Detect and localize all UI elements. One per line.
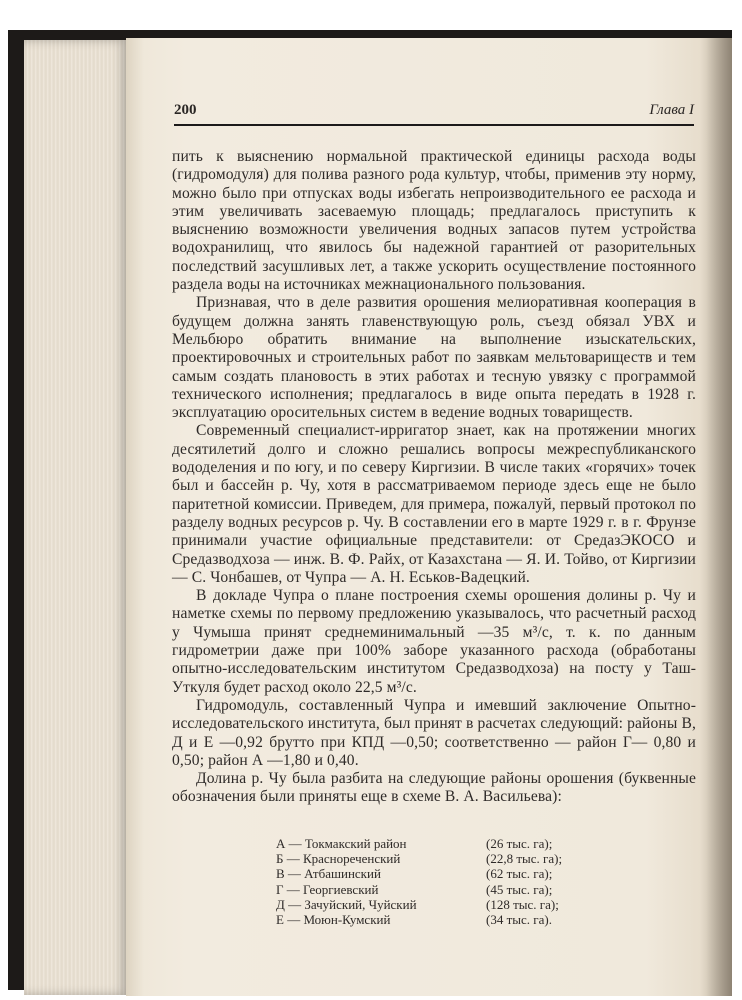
region-area: (22,8 тыс. га); [486, 851, 563, 867]
paragraph: Признавая, что в деле развития орошения мелиоративная кооперация в будущем должна занять главенствующую роль, съезд обязал УВХ и Мельбюро обратить внимание на выполнение изыскательских, проектировочных и строительных работ по заявкам мельтовариществ и тем самым создать плановость в этих работах и тесную увязку с программой технического исполнения; предлагалось в виде опыта передать в 1928 г. эксплуатацию оросительных систем в ведение водных товариществ. [172, 294, 696, 422]
list-item [276, 912, 596, 927]
region-name: В — Атбашинский [276, 866, 381, 882]
running-title: Глава I [649, 102, 694, 118]
region-name: Д — Зачуйский, Чуйский [276, 896, 417, 912]
region-area: (45 тыс. га); [486, 881, 553, 897]
list-item [276, 851, 596, 866]
list-item [276, 866, 596, 881]
list-item [276, 897, 596, 912]
region-name: Б — Краснореченский [276, 851, 401, 867]
region-name: Г — Георгиевский [276, 881, 379, 897]
running-head [174, 100, 694, 126]
region-area: (62 тыс. га); [486, 866, 553, 882]
body-text [172, 148, 696, 807]
paragraph: пить к выяснению нормальной практической единицы расхода воды (гидромодуля) для полива разного рода культур, чтобы, применив эту норму, можно было при отпусках воды избегать непроизводительного ее расхода и этим увеличивать засеваемую площадь; предлагалось приступить к выяснению возможности увеличения водных запасов путем устройства водохранилищ, что явилось бы надежной гарантией от разорительных последствий засушливых лет, а также ускорить осуществление постоянного раздела воды на источниках межнационального пользования. [172, 148, 696, 294]
paragraph: В докладе Чупра о плане построения схемы орошения долины р. Чу и наметке схемы по первому предложению указывалось, что расчетный расход у Чумыша принят среднеминимальный —35 м³/с, т. к. по данным гидрометрии даже при 100% заборе указанного расхода (обработаны опытно-исследовательским институтом Средазводхоза) на посту у Таш-Уткуля будет расход около 22,5 м³/с. [172, 587, 696, 696]
region-area: (34 тыс. га). [486, 912, 552, 928]
paragraph: Гидромодуль, составленный Чупра и имевший заключение Опытно-исследовательского института, был принят в расчетах следующий: районы В, Д и Е —0,92 брутто при КПД —0,50; соответственно — район Г— 0,80 и 0,50; район А —1,80 и 0,40. [172, 696, 696, 769]
region-area: (128 тыс. га); [486, 896, 559, 912]
region-name: Е — Моюн-Кумский [276, 912, 391, 928]
paragraph: Долина р. Чу была разбита на следующие районы орошения (буквенные обозначения были приняты еще в схеме В. А. Васильева): [172, 770, 696, 806]
region-area: (26 тыс. га); [486, 836, 553, 851]
region-list [276, 836, 596, 927]
list-item [276, 882, 596, 897]
page-edges [24, 40, 128, 995]
region-name: А — Токмакский район [276, 836, 407, 851]
paragraph: Современный специалист-ирригатор знает, как на протяжении многих десятилетий долго и сложно решались вопросы межреспубликанского вододеления и по югу, и по северу Киргизии. В числе таких «горячих» точек был и бассейн р. Чу, хотя в рассматриваемом периоде здесь еще не было паритетной комиссии. Приведем, для примера, пожалуй, первый протокол по разделу водных ресурсов р. Чу. В составлении его в марте 1929 г. в г. Фрунзе принимали участие официальные представители: от СредазЭКОСО и Средазводхоза — инж. В. Ф. Райх, от Казахстана — Я. И. Тойво, от Киргизии — С. Чонбашев, от Чупра — А. Н. Еськов-Вадецкий. [172, 422, 696, 586]
page-number: 200 [174, 102, 197, 118]
list-item [276, 836, 596, 851]
